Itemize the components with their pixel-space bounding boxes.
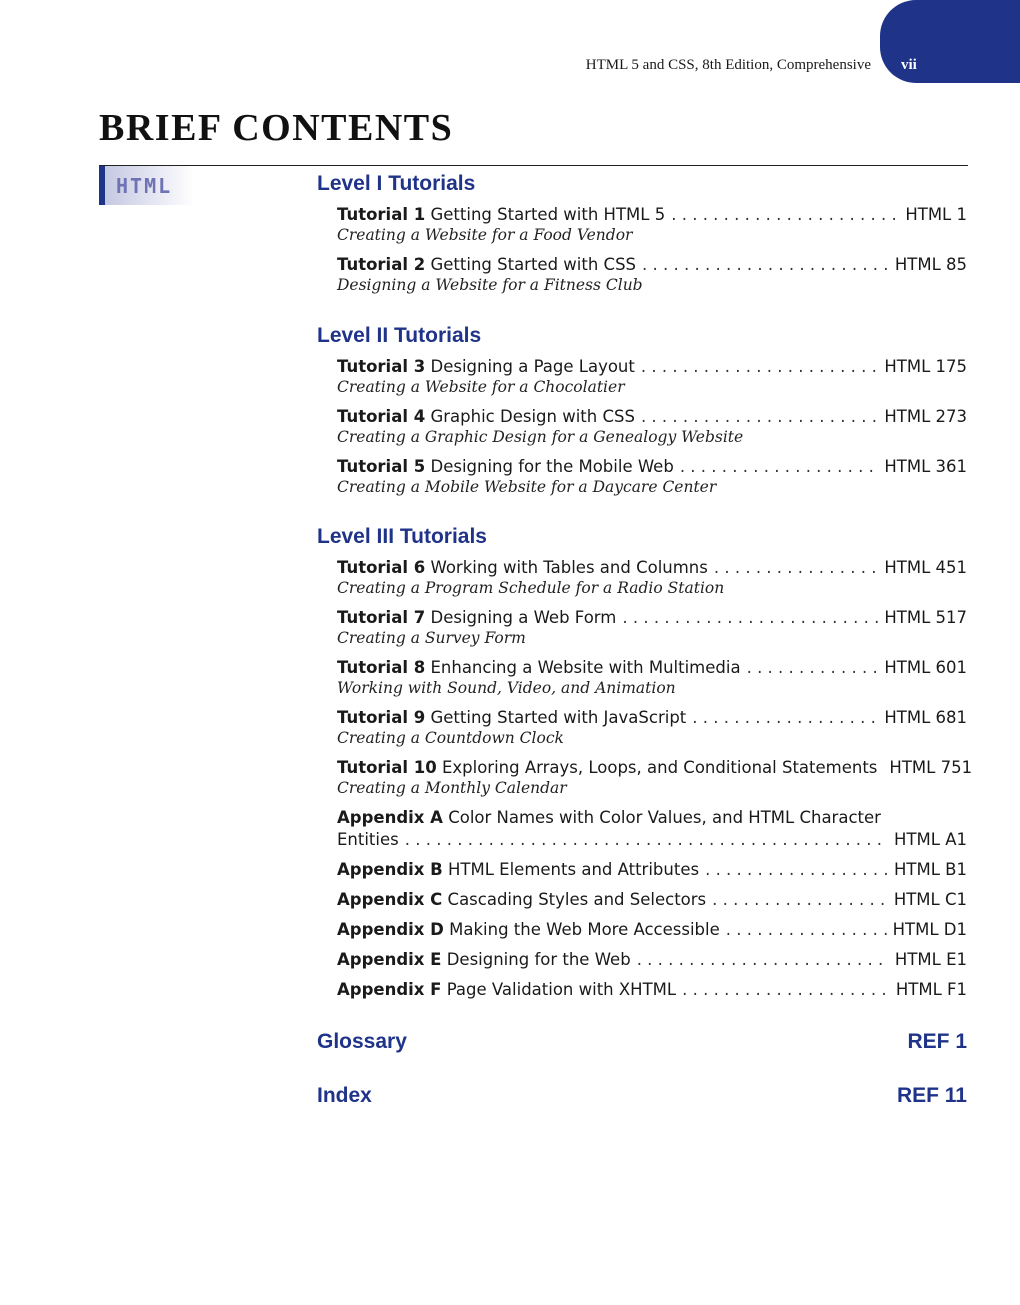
entry-label: Appendix D bbox=[337, 920, 444, 939]
toc-entry[interactable] bbox=[337, 357, 967, 396]
entry-subtitle: Creating a Website for a Chocolatier bbox=[337, 378, 625, 396]
entry-page: HTML 601 bbox=[884, 658, 967, 677]
dot-leader bbox=[405, 830, 888, 849]
toc-entry[interactable] bbox=[337, 890, 967, 909]
entry-label: Appendix C bbox=[337, 890, 443, 909]
dot-leader bbox=[671, 205, 899, 224]
entry-page: HTML A1 bbox=[894, 830, 967, 849]
entry-label: Tutorial 2 bbox=[337, 255, 426, 274]
entry-label: Tutorial 5 bbox=[337, 457, 426, 476]
entry-title: Designing for the Web bbox=[446, 950, 631, 969]
entry-subtitle: Creating a Monthly Calendar bbox=[337, 779, 567, 797]
running-head: HTML 5 and CSS, 8th Edition, Comprehensive bbox=[585, 57, 871, 73]
entry-title: Designing a Web Form bbox=[430, 608, 617, 627]
toc-entry[interactable] bbox=[337, 255, 967, 294]
entry-title: Designing for the Mobile Web bbox=[430, 457, 674, 476]
entry-label: Tutorial 10 bbox=[337, 758, 437, 777]
dot-leader bbox=[692, 708, 878, 727]
entry-title: Making the Web More Accessible bbox=[449, 920, 720, 939]
entry-title: Getting Started with HTML 5 bbox=[430, 205, 666, 224]
dot-leader bbox=[726, 920, 887, 939]
toc-entry[interactable] bbox=[337, 920, 967, 939]
dot-leader bbox=[705, 860, 888, 879]
entry-label: Tutorial 1 bbox=[337, 205, 426, 224]
entry-subtitle: Creating a Countdown Clock bbox=[337, 729, 564, 747]
toc-entry-index[interactable] bbox=[317, 1084, 967, 1108]
entry-page: HTML 273 bbox=[884, 407, 967, 426]
entry-label: Glossary bbox=[317, 1030, 407, 1053]
entry-title-continued: Entities bbox=[337, 830, 399, 849]
entry-title: Getting Started with JavaScript bbox=[430, 708, 687, 727]
toc-entry[interactable] bbox=[337, 708, 967, 747]
dot-leader bbox=[622, 608, 878, 627]
dot-leader bbox=[680, 457, 879, 476]
title-rule bbox=[99, 165, 968, 166]
entry-title: Page Validation with XHTML bbox=[446, 980, 677, 999]
entry-subtitle: Designing a Website for a Fitness Club bbox=[337, 276, 643, 294]
entry-label: Tutorial 7 bbox=[337, 608, 426, 627]
entry-page: HTML 1 bbox=[905, 205, 967, 224]
entry-page: HTML E1 bbox=[894, 950, 967, 969]
entry-label: Index bbox=[317, 1084, 372, 1107]
entry-title: Exploring Arrays, Loops, and Conditional Statements bbox=[441, 758, 878, 777]
entry-subtitle: Creating a Graphic Design for a Genealogy Website bbox=[337, 428, 744, 446]
entry-title: HTML Elements and Attributes bbox=[448, 860, 700, 879]
entry-label: Tutorial 8 bbox=[337, 658, 426, 677]
entry-label: Appendix F bbox=[337, 980, 442, 999]
entry-title: Getting Started with CSS bbox=[430, 255, 637, 274]
entry-page: REF 11 bbox=[896, 1084, 967, 1107]
entry-label: Tutorial 6 bbox=[337, 558, 426, 577]
page-number: vii bbox=[901, 57, 917, 73]
entry-page: HTML 85 bbox=[894, 255, 967, 274]
toc-entry[interactable] bbox=[337, 758, 973, 797]
entry-title: Designing a Page Layout bbox=[430, 357, 635, 376]
level-heading: Level I Tutorials bbox=[317, 172, 476, 195]
toc-entry[interactable] bbox=[337, 558, 967, 597]
toc-entry-appendix-a[interactable] bbox=[337, 808, 967, 849]
dot-leader bbox=[641, 357, 878, 376]
dot-leader bbox=[641, 407, 878, 426]
dot-leader bbox=[642, 255, 889, 274]
toc-entry[interactable] bbox=[337, 658, 967, 697]
entry-title: Cascading Styles and Selectors bbox=[447, 890, 707, 909]
entry-page: HTML F1 bbox=[895, 980, 967, 999]
toc-entry-glossary[interactable] bbox=[317, 1030, 967, 1054]
entry-label: Appendix E bbox=[337, 950, 442, 969]
entry-label: Appendix B bbox=[337, 860, 443, 879]
entry-page: HTML B1 bbox=[894, 860, 967, 879]
entry-title: Graphic Design with CSS bbox=[430, 407, 635, 426]
dot-leader bbox=[637, 950, 889, 969]
dot-leader bbox=[747, 658, 879, 677]
entry-subtitle: Creating a Mobile Website for a Daycare Center bbox=[337, 478, 717, 496]
toc-entry[interactable] bbox=[337, 407, 967, 446]
entry-page: HTML 517 bbox=[884, 608, 967, 627]
entry-subtitle: Working with Sound, Video, and Animation bbox=[337, 679, 676, 697]
dot-leader bbox=[712, 890, 888, 909]
entry-subtitle: Creating a Program Schedule for a Radio Station bbox=[337, 579, 725, 597]
entry-page: HTML 451 bbox=[884, 558, 967, 577]
toc-entry[interactable] bbox=[337, 608, 967, 647]
page-title: BRIEF CONTENTS bbox=[99, 107, 454, 149]
toc-entry[interactable] bbox=[337, 950, 967, 969]
entry-subtitle: Creating a Website for a Food Vendor bbox=[337, 226, 633, 244]
toc-entry[interactable] bbox=[337, 860, 967, 879]
entry-page: HTML 361 bbox=[884, 457, 967, 476]
entry-title: Color Names with Color Values, and HTML Character bbox=[448, 808, 881, 827]
entry-page: REF 1 bbox=[907, 1030, 967, 1053]
entry-subtitle: Creating a Survey Form bbox=[337, 629, 526, 647]
level-heading: Level III Tutorials bbox=[317, 525, 487, 548]
toc-entry[interactable] bbox=[337, 457, 967, 496]
dot-leader bbox=[714, 558, 878, 577]
entry-label: Tutorial 9 bbox=[337, 708, 426, 727]
entry-page: HTML D1 bbox=[892, 920, 967, 939]
entry-label: Tutorial 3 bbox=[337, 357, 426, 376]
toc-entry[interactable] bbox=[337, 980, 967, 999]
dot-leader bbox=[682, 980, 890, 999]
entry-page: HTML 751 bbox=[889, 758, 973, 777]
level-heading: Level II Tutorials bbox=[317, 324, 482, 347]
entry-label: Appendix A bbox=[337, 808, 443, 827]
entry-title: Working with Tables and Columns bbox=[430, 558, 708, 577]
section-tag-label: HTML bbox=[116, 174, 173, 198]
entry-page: HTML C1 bbox=[893, 890, 967, 909]
toc-entry[interactable] bbox=[337, 205, 967, 244]
entry-label: Tutorial 4 bbox=[337, 407, 426, 426]
entry-page: HTML 681 bbox=[884, 708, 967, 727]
entry-page: HTML 175 bbox=[884, 357, 967, 376]
entry-title: Enhancing a Website with Multimedia bbox=[430, 658, 741, 677]
